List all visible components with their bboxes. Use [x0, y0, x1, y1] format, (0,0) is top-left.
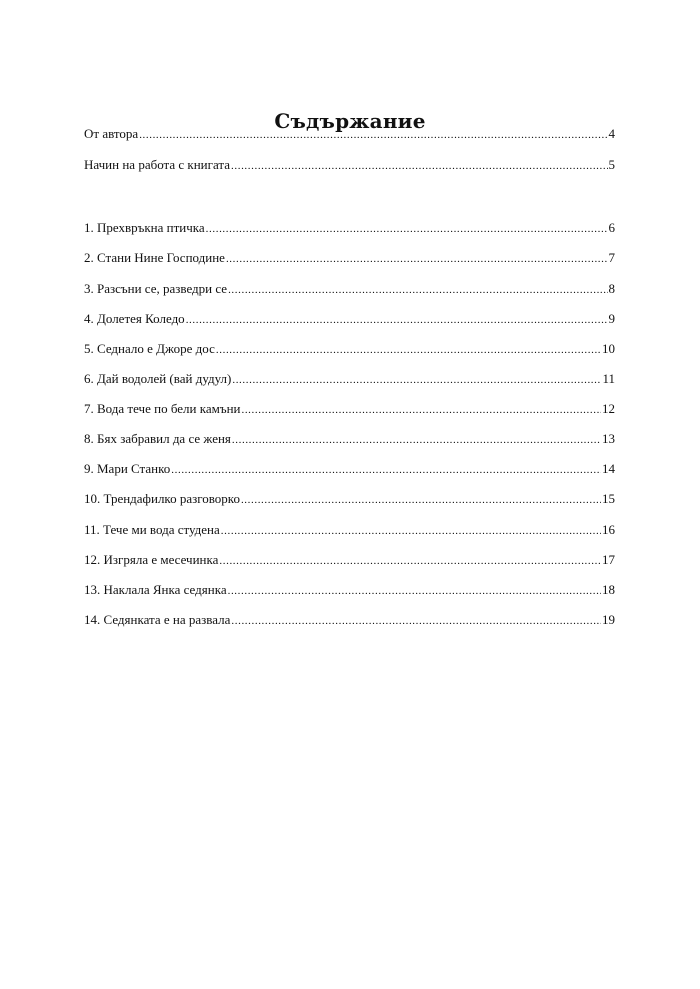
toc-entry-label: От автора — [84, 126, 139, 141]
toc-entry-page: 10 — [602, 341, 615, 356]
dot-leader — [139, 126, 607, 144]
toc-entry-label: 3. Разсъни се, разведри се — [84, 281, 228, 296]
dot-leader — [221, 522, 601, 540]
toc-entry-label: 13. Наклала Янка седянка — [84, 582, 227, 597]
dot-leader — [232, 371, 601, 389]
dot-leader — [241, 491, 601, 509]
toc-entry-label: 8. Бях забравил да се женя — [84, 431, 231, 446]
dot-leader — [206, 220, 608, 238]
toc-entry-page: 15 — [602, 491, 615, 506]
toc-entry-page: 13 — [602, 431, 615, 446]
toc-entry-label: 14. Седянката е на развала — [84, 612, 231, 627]
toc-entry-page: 17 — [602, 552, 615, 567]
dot-leader — [216, 341, 601, 359]
dot-leader — [228, 281, 607, 299]
toc-entry-page: 6 — [608, 220, 615, 235]
toc-entry[interactable] — [84, 521, 615, 539]
toc-entry[interactable] — [84, 219, 615, 237]
dot-leader — [186, 311, 608, 329]
toc-entry[interactable] — [84, 460, 615, 478]
toc-entry-page: 7 — [608, 250, 615, 265]
dot-leader — [171, 461, 601, 479]
toc-entry-label: 5. Седнало е Джоре дос — [84, 341, 215, 356]
toc-entry-page: 18 — [602, 582, 615, 597]
toc-entry[interactable] — [84, 249, 615, 267]
toc-entry-label: 6. Дай водолей (вай дудул) — [84, 371, 232, 386]
toc-entry-label: 10. Трендафилко разговорко — [84, 491, 240, 506]
toc-entry-page: 12 — [602, 401, 615, 416]
toc-entry[interactable] — [84, 551, 615, 569]
toc-entry-page: 11 — [602, 371, 615, 386]
toc-entry[interactable] — [84, 581, 615, 599]
toc-entry-page: 14 — [602, 461, 615, 476]
toc-entry-label: Начин на работа с книгата — [84, 157, 231, 172]
toc-entry-label: 12. Изгряла е месечинка — [84, 552, 219, 567]
toc-entry-label: 7. Вода тече по бели камъни — [84, 401, 241, 416]
toc-entry-page: 16 — [602, 522, 615, 537]
dot-leader — [231, 612, 601, 630]
dot-leader — [228, 582, 601, 600]
page-title: Съдържание — [274, 109, 426, 134]
toc-entry[interactable] — [84, 611, 615, 629]
toc-entry-label: 4. Долетея Коледо — [84, 311, 185, 326]
dot-leader — [231, 157, 607, 175]
toc-entry-page: 19 — [602, 612, 615, 627]
toc-entry[interactable] — [84, 280, 615, 298]
toc-entry-page: 4 — [608, 126, 615, 141]
toc-entry-page: 8 — [608, 281, 615, 296]
toc-entry-page: 5 — [608, 157, 615, 172]
dot-leader — [219, 552, 601, 570]
toc-entry-label: 1. Прехвръкна птичка — [84, 220, 205, 235]
toc-entry[interactable] — [84, 370, 615, 388]
toc-entry[interactable] — [84, 125, 615, 143]
toc-entry[interactable] — [84, 310, 615, 328]
toc-entry-label: 11. Тече ми вода студена — [84, 522, 220, 537]
dot-leader — [226, 250, 608, 268]
toc-entry[interactable] — [84, 156, 615, 174]
dot-leader — [232, 431, 601, 449]
toc-entry[interactable] — [84, 400, 615, 418]
dot-leader — [241, 401, 601, 419]
toc-entry-label: 9. Мари Станко — [84, 461, 171, 476]
toc-entry[interactable] — [84, 490, 615, 508]
toc-entry[interactable] — [84, 340, 615, 358]
toc-entry-page: 9 — [608, 311, 615, 326]
toc-entry-label: 2. Стани Нине Господине — [84, 250, 225, 265]
toc-entry[interactable] — [84, 430, 615, 448]
